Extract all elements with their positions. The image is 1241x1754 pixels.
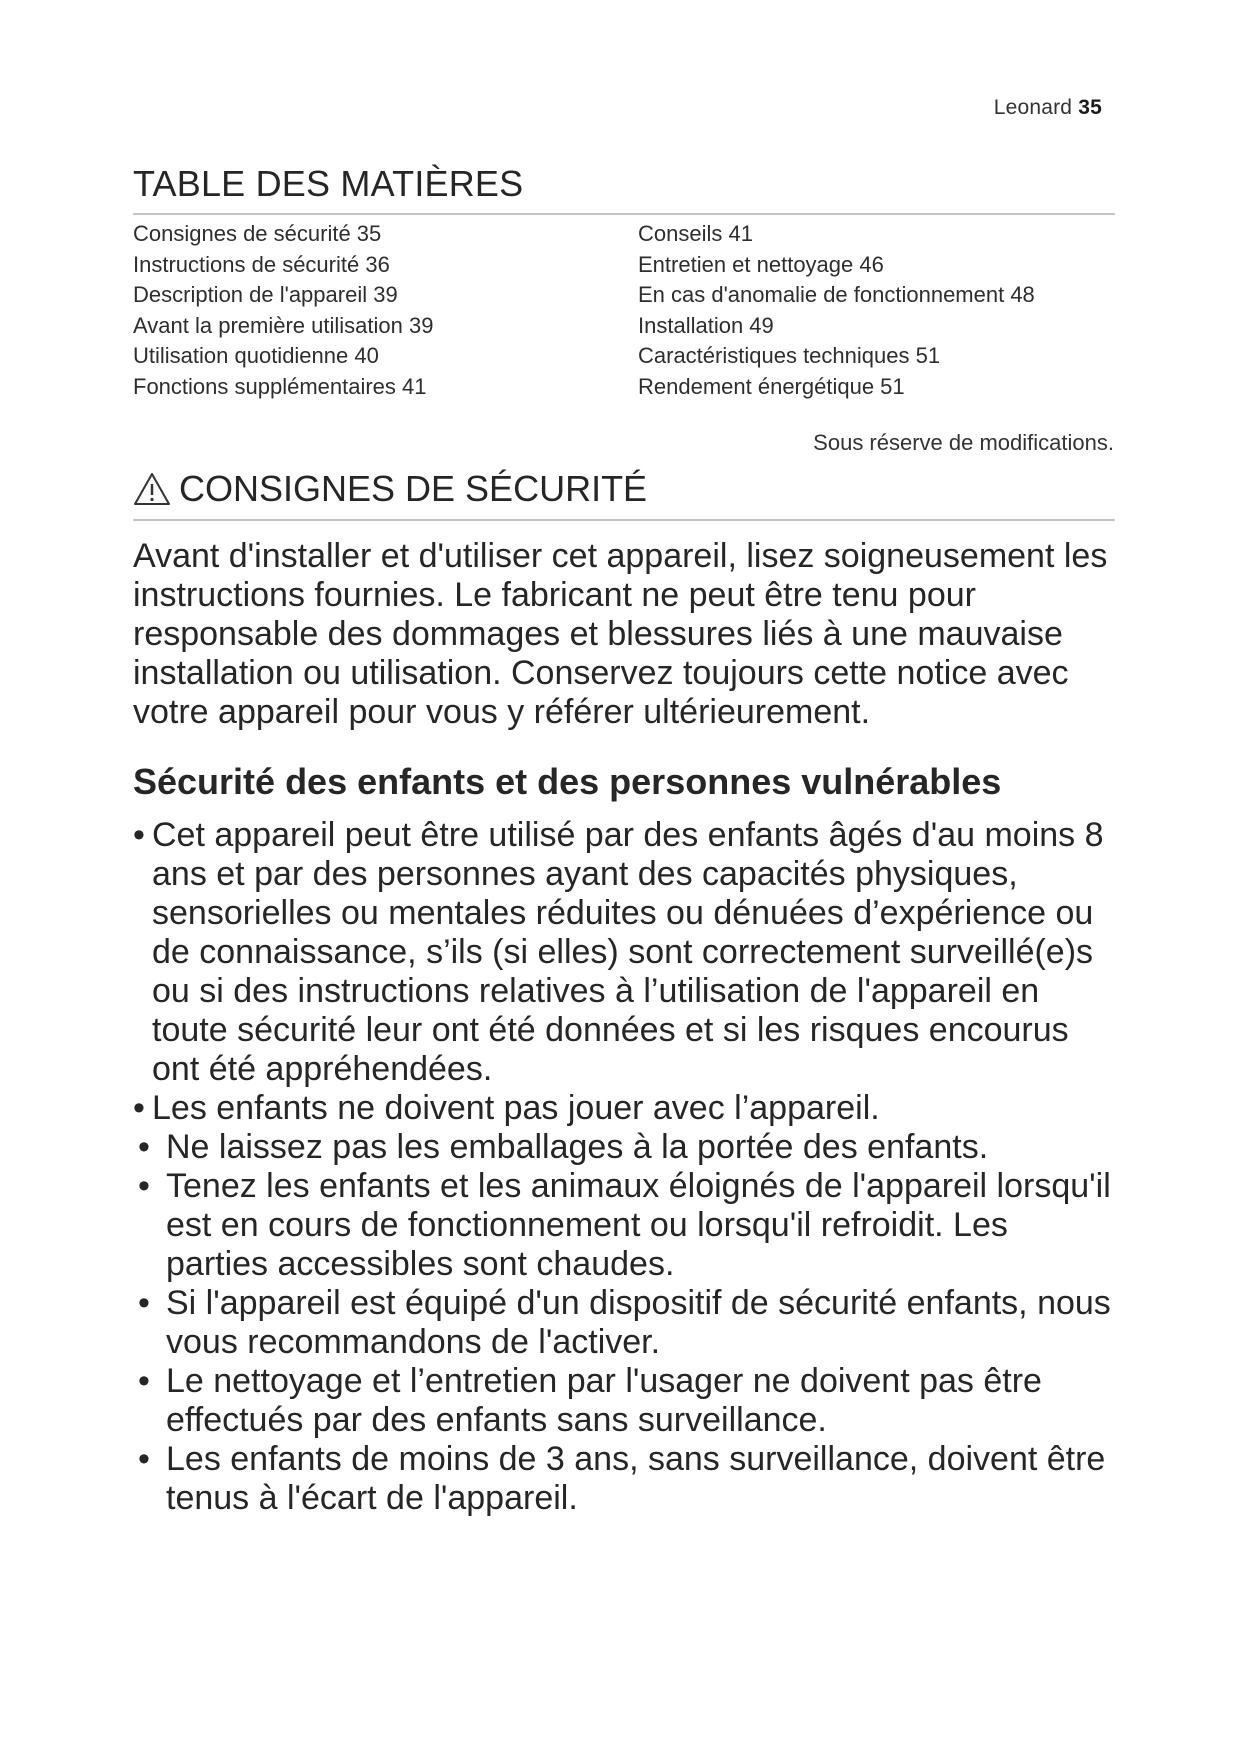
safety-title (133, 468, 1115, 510)
safety-title-text: CONSIGNES DE SÉCURITÉ (179, 468, 648, 509)
toc-entry[interactable]: Avant la première utilisation 39 (133, 312, 434, 338)
toc-entry[interactable]: Instructions de sécurité 36 (133, 251, 390, 277)
toc-entry[interactable]: Entretien et nettoyage 46 (638, 251, 884, 277)
bullet-icon: • (138, 1128, 150, 1166)
bullet-icon: • (138, 1284, 150, 1322)
bullet-icon: • (133, 816, 145, 854)
toc-entry[interactable]: Fonctions supplémentaires 41 (133, 373, 427, 399)
list-item: • Les enfants ne doivent pas jouer avec l’appareil. (133, 1089, 880, 1127)
list-item: • Les enfants de moins de 3 ans, sans surveillance, doivent être tenus à l'écart de l'appareil. (133, 1440, 1115, 1518)
warning-triangle-icon (133, 472, 171, 506)
list-item: • Ne laissez pas les emballages à la portée des enfants. (133, 1128, 1115, 1167)
child-safety-heading: Sécurité des enfants et des personnes vulnérables (133, 761, 1002, 802)
toc-entry[interactable]: Conseils 41 (638, 221, 753, 246)
toc-entry[interactable]: Rendement énergétique 51 (638, 373, 905, 399)
toc-grid (133, 219, 1115, 402)
toc-entry[interactable]: Installation 49 (638, 312, 774, 338)
page-number: 35 (1078, 96, 1102, 119)
toc-entry[interactable]: Consignes de sécurité 35 (133, 221, 382, 246)
toc-column-left (133, 219, 638, 402)
subject-to-change-note: Sous réserve de modifications. (813, 430, 1114, 455)
toc-title: TABLE DES MATIÈRES (133, 163, 524, 204)
bullet-icon: • (138, 1167, 150, 1205)
list-item: • Cet appareil peut être utilisé par des enfants âgés d'au moins 8 ans et par des personnes ayant des capacités physiques, sensorielles ou mentales réduites ou dénuées d’expérience ou de connaissance, s’ils (si elles) sont correctement surveillé(e)s ou si des instructions relatives à l’utilisation de l'appareil en toute sécurité leur ont été données et si les risques encourus ont été appréhendées. (133, 816, 1104, 1088)
toc-entry[interactable]: En cas d'anomalie de fonctionnement 48 (638, 282, 1035, 307)
divider (133, 519, 1115, 521)
bullet-icon: • (138, 1362, 150, 1400)
running-header (994, 96, 1102, 120)
bullet-icon: • (133, 1089, 145, 1127)
toc-entry[interactable]: Utilisation quotidienne 40 (133, 343, 379, 368)
list-item: • Si l'appareil est équipé d'un dispositif de sécurité enfants, nous vous recommandons de l'activer. (133, 1284, 1115, 1362)
toc-entry[interactable]: Description de l'appareil 39 (133, 282, 398, 307)
brand-name: Leonard (993, 96, 1073, 119)
list-item: • Le nettoyage et l’entretien par l'usager ne doivent pas être effectués par des enfants sans surveillance. (133, 1362, 1115, 1440)
child-safety-list (133, 816, 1115, 1518)
toc-column-right (638, 219, 1035, 402)
bullet-icon: • (138, 1440, 150, 1478)
table-of-contents (133, 164, 1115, 402)
list-item: • Tenez les enfants et les animaux éloignés de l'appareil lorsqu'il est en cours de fonctionnement ou lorsqu'il refroidit. Les parties accessibles sont chaudes. (133, 1167, 1115, 1284)
toc-entry[interactable]: Caractéristiques techniques 51 (638, 343, 941, 368)
intro-paragraph: Avant d'installer et d'utiliser cet appareil, lisez soigneusement les instructions fournies. Le fabricant ne peut être tenu pour responsable des dommages et blessures liés à une mauvaise installation ou utilisation. Conservez toujours cette notice avec votre appareil pour vous y référer ultérieurement. (133, 537, 1108, 731)
divider (133, 213, 1115, 215)
safety-section (133, 468, 1115, 1518)
